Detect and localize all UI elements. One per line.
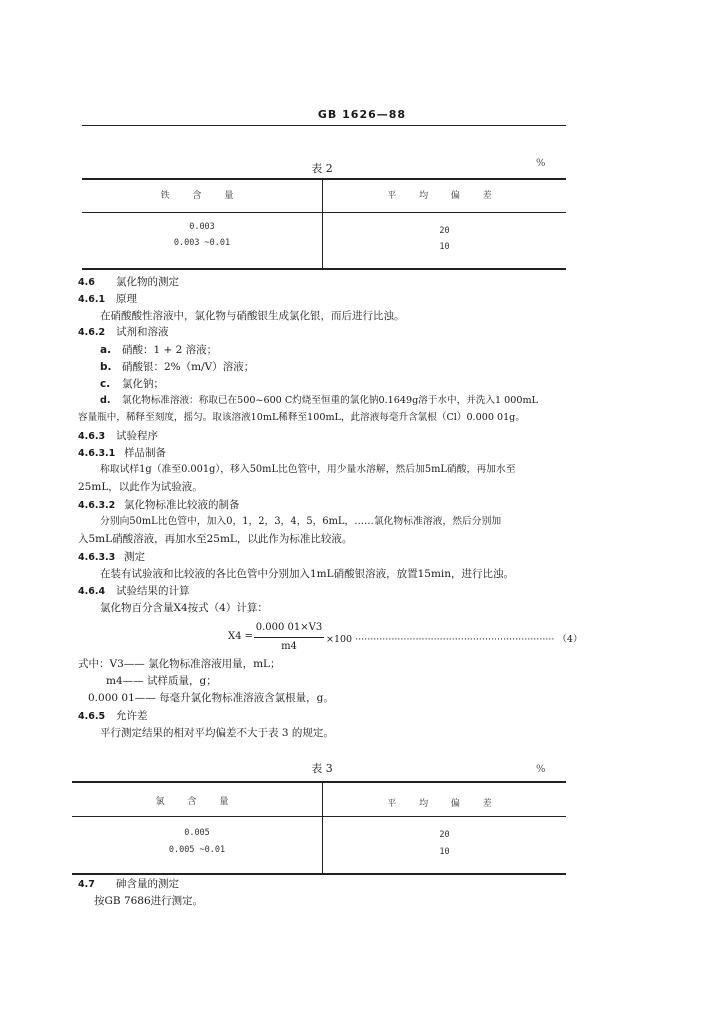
list-text: 氯化钠； xyxy=(122,378,164,390)
list-text: 硝酸：1 + 2 溶液； xyxy=(122,344,218,356)
table3-top-rule xyxy=(72,781,566,783)
list-label: d. xyxy=(100,395,111,406)
list-item xyxy=(100,376,164,392)
section-title: 原理 xyxy=(116,293,137,305)
table-cell: 10 xyxy=(439,242,450,252)
section-heading xyxy=(78,708,148,725)
table2-header-content: 铁 含 量 xyxy=(160,191,244,201)
section-heading xyxy=(78,876,179,893)
section-title: 砷含量的测定 xyxy=(116,878,179,890)
section-number: 4.6.3.2 xyxy=(78,500,116,511)
paragraph: 25mL，以此作为试验液。 xyxy=(78,481,203,493)
list-item xyxy=(100,393,538,409)
section-number: 4.6.3.3 xyxy=(78,552,116,563)
table3-caption: 表 3 xyxy=(311,762,333,775)
section-heading xyxy=(78,274,179,291)
fraction-bar xyxy=(254,637,324,638)
formula-lhs: X4 = xyxy=(228,631,254,642)
paragraph: 入5mL硝酸溶液，再加水至25mL，以此作为标准比较液。 xyxy=(78,533,353,545)
section-title: 试验结果的计算 xyxy=(116,585,190,597)
table-cell: 10 xyxy=(439,847,450,857)
table3-header-content: 氯 含 量 xyxy=(155,797,239,807)
section-heading xyxy=(78,549,145,566)
section-title: 氯化物标准比较液的制备 xyxy=(124,499,240,511)
section-number: 4.6.1 xyxy=(78,294,106,305)
section-title: 测定 xyxy=(124,551,145,563)
header-rule xyxy=(82,125,566,126)
table3-unit: % xyxy=(536,764,546,775)
table-cell: 0.003 ~0.01 xyxy=(173,238,231,248)
section-number: 4.7 xyxy=(78,879,95,890)
list-label: a. xyxy=(100,344,112,356)
paragraph: 氯化物百分含量X4按式（4）计算： xyxy=(100,602,268,614)
formula-legend: 0.000 01—— 每毫升氯化物标准溶液含氯根量，g。 xyxy=(88,692,334,704)
section-heading xyxy=(78,291,137,308)
table2-caption: 表 2 xyxy=(311,162,333,175)
section-title: 试验程序 xyxy=(116,430,158,442)
list-text: 氯化物标准溶液：称取已在500~600 C灼烧至恒重的氯化钠0.1649g溶于水中，并洗入1 000mL xyxy=(122,395,538,406)
section-heading xyxy=(78,497,240,514)
table-cell: 0.005 ~0.01 xyxy=(168,845,226,855)
section-heading xyxy=(78,445,166,462)
section-title: 样品制备 xyxy=(124,447,166,459)
paragraph: 在装有试验液和比较液的各比色管中分别加入1mL硝酸银溶液，放置15min，进行比浊。 xyxy=(100,568,515,580)
table3-bottom-rule xyxy=(72,873,566,875)
table2-unit: % xyxy=(536,158,546,169)
formula-numerator: 0.000 01×V3 xyxy=(255,622,323,633)
paragraph: 分别向50mL比色管中，加入0，1，2，3，4，5，6mL，……氯化物标准溶液，然后分别加 xyxy=(100,516,502,527)
section-heading xyxy=(78,583,190,600)
formula-rhs: ×100 ·································································· （4） xyxy=(326,634,583,645)
table2-header-deviation: 平 均 偏 差 xyxy=(387,191,502,201)
section-heading xyxy=(78,428,158,445)
paragraph: 平行测定结果的相对平均偏差不大于表 3 的规定。 xyxy=(100,727,334,739)
table-cell: 20 xyxy=(439,226,450,236)
paragraph: 在硝酸酸性溶液中，氯化物与硝酸银生成氯化银，而后进行比浊。 xyxy=(100,310,405,322)
formula-denominator: m4 xyxy=(281,641,297,652)
table3-header-rule xyxy=(72,816,566,817)
table-cell: 0.005 xyxy=(184,828,210,838)
paragraph: 容量瓶中，稀释至刻度，摇匀。取该溶液10mL稀释至100mL，此溶液每毫升含氯根（Cl）0.000 01g。 xyxy=(78,412,525,423)
list-text: 硝酸银：2%（m/V）溶液； xyxy=(122,361,255,373)
section-heading xyxy=(78,324,169,341)
section-number: 4.6.4 xyxy=(78,586,106,597)
table-cell: 0.003 xyxy=(189,222,215,232)
section-title: 试剂和溶液 xyxy=(116,326,169,338)
section-number: 4.6.5 xyxy=(78,711,106,722)
standard-number: GB 1626—88 xyxy=(317,108,407,121)
formula-legend: m4—— 试样质量，g； xyxy=(106,675,217,687)
table2-header-rule xyxy=(82,212,566,213)
list-label: b. xyxy=(100,361,112,373)
table3-header-deviation: 平 均 偏 差 xyxy=(387,799,502,809)
table-cell: 20 xyxy=(439,830,450,840)
section-title: 氯化物的测定 xyxy=(116,276,179,288)
section-number: 4.6.3 xyxy=(78,431,106,442)
list-item xyxy=(100,359,254,375)
table2-top-rule xyxy=(82,178,566,180)
list-item xyxy=(100,342,217,358)
section-number: 4.6 xyxy=(78,277,95,288)
table2-bottom-rule xyxy=(82,268,566,270)
section-number: 4.6.2 xyxy=(78,327,106,338)
section-title: 允许差 xyxy=(116,710,148,722)
paragraph: 按GB 7686进行测定。 xyxy=(94,895,204,907)
paragraph: 称取试样1g（准至0.001g），移入50mL比色管中，用少量水溶解，然后加5mL硝酸，再加水至 xyxy=(100,464,516,475)
list-label: c. xyxy=(100,378,111,390)
formula-legend: 式中：V3—— 氯化物标准溶液用量，mL； xyxy=(78,658,281,670)
section-number: 4.6.3.1 xyxy=(78,448,116,459)
